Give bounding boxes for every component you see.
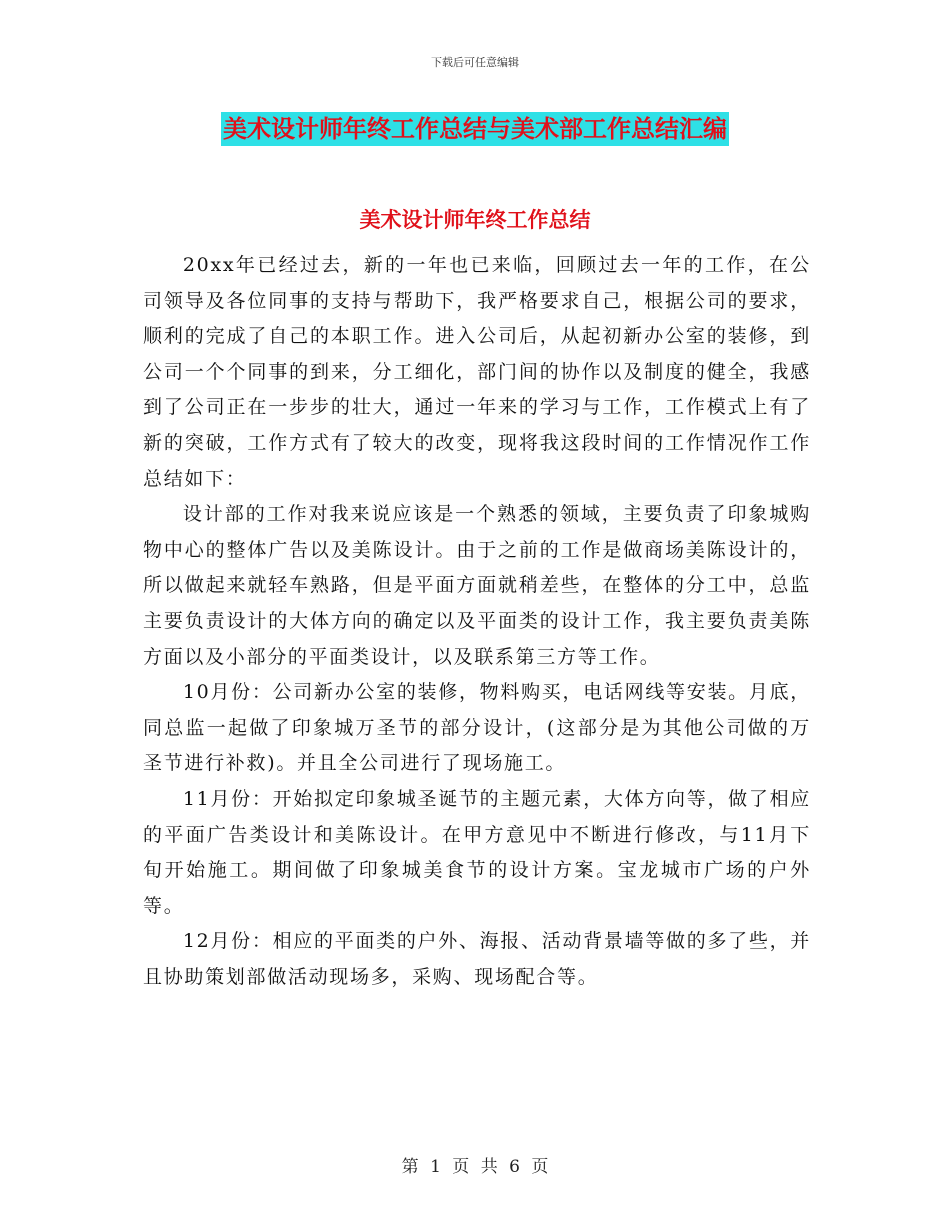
section-title: 美术设计师年终工作总结: [359, 208, 591, 232]
main-title: 美术设计师年终工作总结与美术部工作总结汇编: [221, 112, 729, 146]
footer-suffix: 页: [531, 1157, 549, 1177]
footer-page-number: 1: [430, 1157, 441, 1177]
paragraph: 20xx年已经过去，新的一年也已来临，回顾过去一年的工作，在公司领导及各位同事的支持与帮助下，我严格要求自己，根据公司的要求，顺利的完成了自己的本职工作。进入公司后，从起初新办公室的装修，到公司一个个同事的到来，分工细化，部门间的协作以及制度的健全，我感到了公司正在一步步的壮大，通过一年来的学习与工作，工作模式上有了新的突破，工作方式有了较大的改变，现将我这段时间的工作情况作工作总结如下：: [143, 254, 811, 490]
paragraph: 设计部的工作对我来说应该是一个熟悉的领域，主要负责了印象城购物中心的整体广告以及美陈设计。由于之前的工作是做商场美陈设计的，所以做起来就轻车熟路，但是平面方面就稍差些，在整体的分工中，总监主要负责设计的大体方向的确定以及平面类的设计工作，我主要负责美陈方面以及小部分的平面类设计，以及联系第三方等工作。: [143, 503, 811, 668]
paragraph: 11月份：开始拟定印象城圣诞节的主题元素，大体方向等，做了相应的平面广告类设计和美陈设计。在甲方意见中不断进行修改，与11月下旬开始施工。期间做了印象城美食节的设计方案。宝龙城市广场的户外等。: [143, 787, 811, 917]
footer-page-word: 页: [452, 1157, 470, 1177]
page-footer: [0, 1152, 950, 1177]
paragraph: 10月份：公司新办公室的装修，物料购买，电话网线等安装。月底，同总监一起做了印象城万圣节的部分设计，(这部分是为其他公司做的万圣节进行补救)。并且全公司进行了现场施工。: [143, 681, 811, 775]
paragraph: 12月份：相应的平面类的户外、海报、活动背景墙等做的多了些，并且协助策划部做活动现场多，采购、现场配合等。: [143, 930, 811, 988]
header-note: 下载后可任意编辑: [431, 56, 519, 69]
document-body: [143, 248, 811, 995]
footer-total-pages: 6: [509, 1157, 520, 1177]
footer-total-word: 共: [480, 1157, 498, 1177]
main-title-wrap: [0, 112, 950, 146]
footer-prefix: 第: [401, 1157, 419, 1177]
